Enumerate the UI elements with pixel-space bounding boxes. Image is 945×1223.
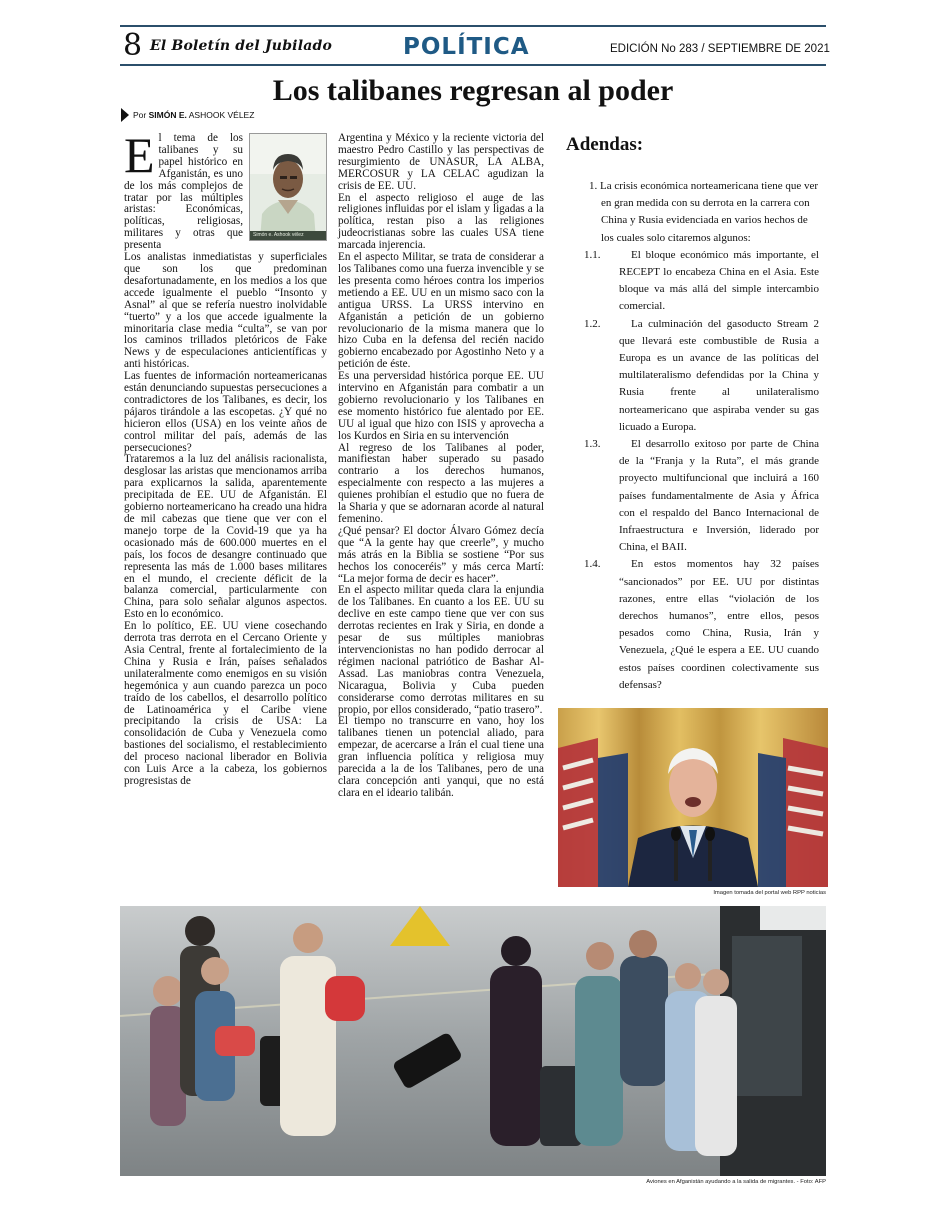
evacuees-image bbox=[120, 906, 826, 1176]
paragraph: El tiempo no transcurre en vano, hoy los talibanes tienen un potencial aliado, para empezar, de acercarse a Irán el cual tiene una gran influencia política y religiosa muy parecida a la de los Talibanes, pero de una clara concepción anti yanqui, que no está clara en el ideario talibán. bbox=[338, 715, 544, 799]
speaker-image bbox=[558, 708, 828, 887]
author-portrait-image bbox=[250, 134, 326, 240]
author-photo bbox=[249, 133, 327, 241]
byline-prefix: Por bbox=[133, 110, 149, 120]
item-text: La culminación del gasoducto Stream 2 que llevará este combustible de Rusia a Europa es un avance de las políticas del multilateralismo defendidas por la China y Rusia frente al unilateralismo norteamericano que aspiraba vender su gas licuado a Europa. bbox=[619, 317, 819, 433]
article-column-1 bbox=[124, 127, 327, 788]
item-text: El bloque económico más importante, el RECEPT lo encabeza China en el Asia. Este bloque va más allá del simple intercambio comercial. bbox=[619, 248, 819, 313]
paragraph: En el aspecto Militar, se trata de considerar a los Talibanes como una fuerza invencible y se les presenta como héroes contra los imperios metiendo a EE. UU en un mismo saco con la antigua URSS. La URSS intervino en Afganistán a petición de un gobierno revolucionario de la misma manera que lo hizo Cuba en la defensa del recién nacido gobierno encabezado por Agostinho Neto y a petición de éste. bbox=[338, 251, 544, 371]
item-number: 1.2. bbox=[584, 317, 601, 330]
item-number: 1.3. bbox=[584, 438, 601, 451]
header-bottom-rule bbox=[120, 64, 826, 66]
paragraph: Los analistas inmediatistas y superficiales que son los que predominan desafortunadamente, en los medios a los que accede igualmente el pueblo “Insonto y Asnal” al que se refería nuestro inolvidable “tuerto” y a los que accede igualmente la minoritaria clase media “culta”, se van por los caminos trillados pletóricos de Fake News y de especulaciones anticientíficas y anti históricas. bbox=[124, 251, 327, 371]
evacuees-photo bbox=[120, 906, 826, 1176]
adendas-item bbox=[584, 556, 819, 694]
item-text: El desarrollo exitoso por parte de China de la “Franja y la Ruta”, el más grande proyecto multifuncional que incluirá a 160 países fundamentalmente de Asia y África con el respaldo del Banco Internacional de Infraestructura e Inversión, liderado por China, el BAII. bbox=[619, 438, 819, 554]
byline bbox=[133, 109, 254, 121]
drop-cap: E bbox=[124, 127, 155, 183]
speaker-photo bbox=[558, 708, 828, 887]
author-photo-caption: Simón e. Ashook vélez bbox=[253, 232, 304, 238]
adendas-list bbox=[584, 178, 819, 694]
paragraph: Argentina y México y la reciente victoria del maestro Pedro Castillo y las perspectivas de resurgimiento de UNASUR, LA ALBA, MERCOSUR y LA CELAC agudizan la crisis de EE. UU. bbox=[338, 132, 544, 192]
paragraph: En el aspecto religioso el auge de las religiones influidas por el islam y ligadas a la política, restan piso a las religiones judeocristianas sobre las cuales USA tiene marcada injerencia. bbox=[338, 191, 544, 252]
page-number: 8 bbox=[123, 28, 143, 63]
byline-surname: ASHOOK VÉLEZ bbox=[186, 110, 255, 120]
photo-caption-2: Aviones en Afganistán ayudando a la salida de migrantes. - Foto: AFP bbox=[646, 1179, 826, 1185]
adendas-item bbox=[584, 316, 819, 436]
photo-caption-1: Imagen tomada del portal web RPP noticias bbox=[713, 890, 826, 896]
item-text: En estos momentos hay 32 países “sancionados” por EE. UU por distintas razones, entre ellas “violación de los derechos humanos”, entre ellos, pesos pesados como China, Rusia, Irán y Venezuela, ¿Qué le espera a EE. UU cuando estos países coordinen colectivamente sus defensas? bbox=[619, 558, 819, 691]
item-number: 1.4. bbox=[584, 558, 601, 571]
paragraph: Las fuentes de información norteamericanas están denunciando supuestas persecuciones a contradictores de los Talibanes, es decir, los pájaros tirándole a las escopetas. ¿Y qué no hicieron ellos (USA) en los veinte años de control militar del país, además de las persecuciones? bbox=[124, 370, 327, 454]
adendas-item bbox=[584, 247, 819, 316]
article-column-2 bbox=[338, 133, 544, 800]
article-headline: Los talibanes regresan al poder bbox=[272, 74, 674, 107]
paragraph: ¿Qué pensar? El doctor Álvaro Gómez decía que “A la gente hay que creerle”, y mucho más atrás en la Biblia se sostiene “Por sus hechos los conoceréis” y más cerca Martí: “La mejor forma de decir es hacer”. bbox=[338, 524, 544, 585]
item-number: 1.1. bbox=[584, 248, 601, 261]
paragraph: En lo político, EE. UU viene cosechando derrota tras derrota en el Cercano Oriente y Asia Central, frente al fortalecimiento de la China y Rusia e Irán, países señalados unilateralmente como enemigos en su visión hegemónica y aun cuando parezca un poco traído de los cabellos, el desarrollo político de Latinoamérica y el Caribe viene precipitando la crisis de USA: La consolidación de Cuba y Venezuela como bastiones del socialismo, el restablecimiento del proceso nacional liberador en Bolivia con Luis Arce a la cabeza, los gobiernos progresistas de bbox=[124, 620, 327, 787]
header-top-rule bbox=[120, 25, 826, 27]
adendas-title: Adendas: bbox=[566, 134, 644, 155]
edition-info: EDICIÓN No 283 / SEPTIEMBRE DE 2021 bbox=[610, 43, 830, 55]
paragraph: En el aspecto militar queda clara la enjundia de los Talibanes. En cuanto a los EE. UU su declive en este campo tiene que ver con sus derrotas recientes en Irak y Siria, en donde a pesar de sus múltiples maniobras intervencionistas no han podido derrocar al régimen nacional patriótico de Bashar Al-Assad. Las maniobras contra Venezuela, Nicaragua, Bolivia y Cuba pueden considerarse como derrotas militares en su propio, por ellos considerado, “patio trasero”. bbox=[338, 584, 544, 716]
paragraph: Es una perversidad histórica porque EE. UU intervino en Afganistán para combatir a un gobierno revolucionario y los Talibanes en ese momento histórico fue alentado por EE. UU al igual que hizo con ISIS y aprovecha a los Kurdos en Siria en su intervención bbox=[338, 370, 544, 442]
adendas-lead: 1. La crisis económica norteamericana tiene que ver en gran medida con su derrota en la carrera con China y Rusia evidenciada en varios hechos de los cuales solo citaremos algunos: bbox=[589, 180, 819, 244]
paragraph: Trataremos a la luz del análisis racionalista, desglosar las aristas que mencionamos arriba para explicarnos la salida, aparentemente precipitada de EE. UU de Afganistán. El gobierno norteamericano ha creado una hidra de mil cabezas que tiene que ver con el manejo torpe de la Covid-19 que ya ha ocasionado más de 600.000 muertes en el país, los focos de desangre continuado que representa las más de 1.000 bases militares en el mundo, el creciente déficit de la balanza comercial, particularmente con China, para solo señalar algunos aspectos. Esto en lo económico. bbox=[124, 453, 327, 621]
section-title: POLÍTICA bbox=[403, 34, 530, 60]
paragraph: Al regreso de los Talibanes al poder, manifiestan haber superado su pasado contrario a los derechos humanos, especialmente con respecto a las mujeres a quienes prohibían el estudio que no fuera de la Sharia y que se adornaran acorde al natural femenino. bbox=[338, 441, 544, 525]
byline-arrow-icon bbox=[121, 108, 129, 122]
byline-name: SIMÓN E. bbox=[148, 110, 187, 120]
publication-name: El Boletín del Jubilado bbox=[150, 38, 333, 54]
adendas-item bbox=[584, 436, 819, 556]
paragraph: l tema de los talibanes y su papel histórico en Afganistán, es uno de los más complejos de tratar por las múltiples aristas: Económicas, políticas, religiosas, militares y otras que presenta bbox=[124, 132, 243, 252]
